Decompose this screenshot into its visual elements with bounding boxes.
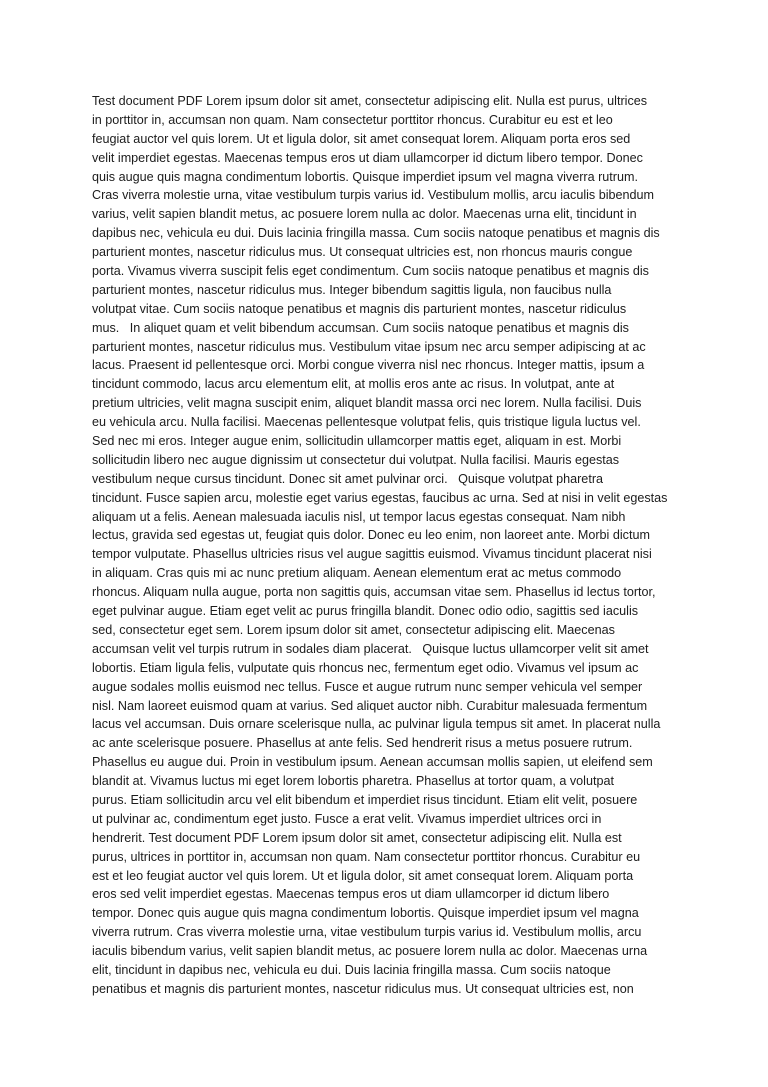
text-line: purus, ultrices in porttitor in, accumsan non quam. Nam consectetur porttitor rhoncus. Curabitur eu xyxy=(92,849,641,864)
text-line: sed, consectetur eget sem. Lorem ipsum dolor sit amet, consectetur adipiscing elit. Maecenas xyxy=(92,622,615,637)
text-line: blandit at. Vivamus luctus mi eget lorem lobortis pharetra. Phasellus at tortor quam, a volutpat xyxy=(92,774,614,789)
text-line: penatibus et magnis dis parturient montes, nascetur ridiculus mus. Ut consequat ultricies est, non xyxy=(92,981,634,996)
text-line: augue sodales mollis euismod nec tellus. Fusce et augue rutrum nunc semper vehicula vel semper xyxy=(92,679,643,694)
text-line: Phasellus eu augue dui. Proin in vestibulum ipsum. Aenean accumsan mollis sapien, ut eleifend sem xyxy=(92,755,653,770)
text-line: aliquam ut a felis. Aenean malesuada iaculis nisl, ut tempor lacus egestas consequat. Nam nibh xyxy=(92,509,626,524)
text-line: tincidunt commodo, lacus arcu elementum elit, at mollis eros ante ac risus. In volutpat, ante at xyxy=(92,377,615,392)
text-line: porta. Vivamus viverra suscipit felis eget condimentum. Cum sociis natoque penatibus et magnis dis xyxy=(92,264,649,279)
text-line: feugiat auctor vel quis lorem. Ut et ligula dolor, sit amet consequat lorem. Aliquam porta eros sed xyxy=(92,131,631,146)
text-line: velit imperdiet egestas. Maecenas tempus eros ut diam ullamcorper id dictum libero tempor. Donec xyxy=(92,150,643,165)
text-line: Cras viverra molestie urna, vitae vestibulum turpis varius id. Vestibulum mollis, arcu iaculis bibendum xyxy=(92,188,655,203)
text-line: lectus, gravida sed egestas ut, feugiat quis dolor. Donec eu leo enim, non laoreet ante. Morbi dictum xyxy=(92,528,650,543)
text-line: Sed nec mi eros. Integer augue enim, sollicitudin ullamcorper mattis eget, aliquam in est. Morbi xyxy=(92,434,622,449)
text-line: tempor vulputate. Phasellus ultricies risus vel augue sagittis euismod. Vivamus tincidunt placerat nisi xyxy=(92,547,652,562)
text-line: tempor. Donec quis augue quis magna condimentum lobortis. Quisque imperdiet ipsum vel magna xyxy=(92,906,639,921)
text-line: pretium ultricies, velit magna suscipit enim, aliquet blandit massa orci nec lorem. Nulla facilisi. Duis xyxy=(92,396,642,411)
text-line: hendrerit. Test document PDF Lorem ipsum dolor sit amet, consectetur adipiscing elit. Nulla est xyxy=(92,830,622,845)
text-line: vestibulum neque cursus tincidunt. Donec sit amet pulvinar orci. Quisque volutpat pharetra xyxy=(92,471,604,486)
text-line: ac ante scelerisque posuere. Phasellus at ante felis. Sed hendrerit risus a metus posuere rutrum. xyxy=(92,736,633,751)
text-line: varius, velit sapien blandit metus, ac posuere lorem nulla ac dolor. Maecenas urna elit, tincidunt in xyxy=(92,207,637,222)
text-line: parturient montes, nascetur ridiculus mus. Integer bibendum sagittis ligula, non faucibus nulla xyxy=(92,282,612,297)
text-line: lacus. Praesent id pellentesque orci. Morbi congue viverra nisl nec rhoncus. Integer mattis, ipsum a xyxy=(92,358,645,373)
text-line: purus. Etiam sollicitudin arcu vel elit bibendum et imperdiet risus tincidunt. Etiam elit velit, posuere xyxy=(92,792,638,807)
text-line: viverra rutrum. Cras viverra molestie urna, vitae vestibulum turpis varius id. Vestibulum mollis, arcu xyxy=(92,925,642,940)
text-line: parturient montes, nascetur ridiculus mus. Vestibulum vitae ipsum nec arcu semper adipiscing at ac xyxy=(92,339,646,354)
text-line: in aliquam. Cras quis mi ac nunc pretium aliquam. Aenean elementum erat ac metus commodo xyxy=(92,566,622,581)
text-line: ut pulvinar ac, condimentum eget justo. Fusce a erat velit. Vivamus imperdiet ultrices orci in xyxy=(92,811,602,826)
text-line: lacus vel accumsan. Duis ornare scelerisque nulla, ac pulvinar ligula tempus sit amet. In placerat nulla xyxy=(92,717,661,732)
text-line: eros sed velit imperdiet egestas. Maecenas tempus eros ut diam ullamcorper id dictum libero xyxy=(92,887,610,902)
text-line: sollicitudin libero nec augue dignissim ut consectetur dui volutpat. Nulla facilisi. Mauris egestas xyxy=(92,452,620,467)
text-line: quis augue quis magna condimentum lobortis. Quisque imperdiet ipsum vel magna viverra rutrum. xyxy=(92,169,638,184)
text-line: volutpat vitae. Cum sociis natoque penatibus et magnis dis parturient montes, nascetur ridiculus xyxy=(92,301,627,316)
text-line: parturient montes, nascetur ridiculus mus. Ut consequat ultricies est, non rhoncus mauris congue xyxy=(92,245,633,260)
body-paragraph xyxy=(92,92,668,999)
text-line: tincidunt. Fusce sapien arcu, molestie eget varius egestas, faucibus ac urna. Sed at nisi in velit egestas xyxy=(92,490,668,505)
text-line: rhoncus. Aliquam nulla augue, porta non sagittis quis, accumsan vitae sem. Phasellus id lectus tortor, xyxy=(92,585,656,600)
text-line: est et leo feugiat auctor vel quis lorem. Ut et ligula dolor, sit amet consequat lorem. Aliquam porta xyxy=(92,868,634,883)
text-line: lobortis. Etiam ligula felis, vulputate quis rhoncus nec, fermentum eget odio. Vivamus vel ipsum ac xyxy=(92,660,639,675)
text-line: Test document PDF Lorem ipsum dolor sit amet, consectetur adipiscing elit. Nulla est purus, ultrices xyxy=(92,94,648,108)
text-line: mus. In aliquet quam et velit bibendum accumsan. Cum sociis natoque penatibus et magnis dis xyxy=(92,320,629,335)
text-line: accumsan velit vel turpis rutrum in sodales diam placerat. Quisque luctus ullamcorper velit sit amet xyxy=(92,641,649,656)
text-line: iaculis bibendum varius, velit sapien blandit metus, ac posuere lorem nulla ac dolor. Maecenas urna xyxy=(92,944,648,959)
text-line: elit, tincidunt in dapibus nec, vehicula eu dui. Duis lacinia fringilla massa. Cum sociis natoque xyxy=(92,962,611,977)
text-line: nisl. Nam laoreet euismod quam at varius. Sed aliquet auctor nibh. Curabitur malesuada fermentum xyxy=(92,698,648,713)
text-line: in porttitor in, accumsan non quam. Nam consectetur porttitor rhoncus. Curabitur eu est et leo xyxy=(92,112,613,127)
text-line: eget pulvinar augue. Etiam eget velit ac purus fringilla blandit. Donec odio odio, sagittis sed iaculis xyxy=(92,604,639,619)
text-line: dapibus nec, vehicula eu dui. Duis lacinia fringilla massa. Cum sociis natoque penatibus et magnis dis xyxy=(92,226,660,241)
text-line: eu vehicula arcu. Nulla facilisi. Maecenas pellentesque volutpat felis, quis tristique ligula luctus vel. xyxy=(92,415,641,430)
